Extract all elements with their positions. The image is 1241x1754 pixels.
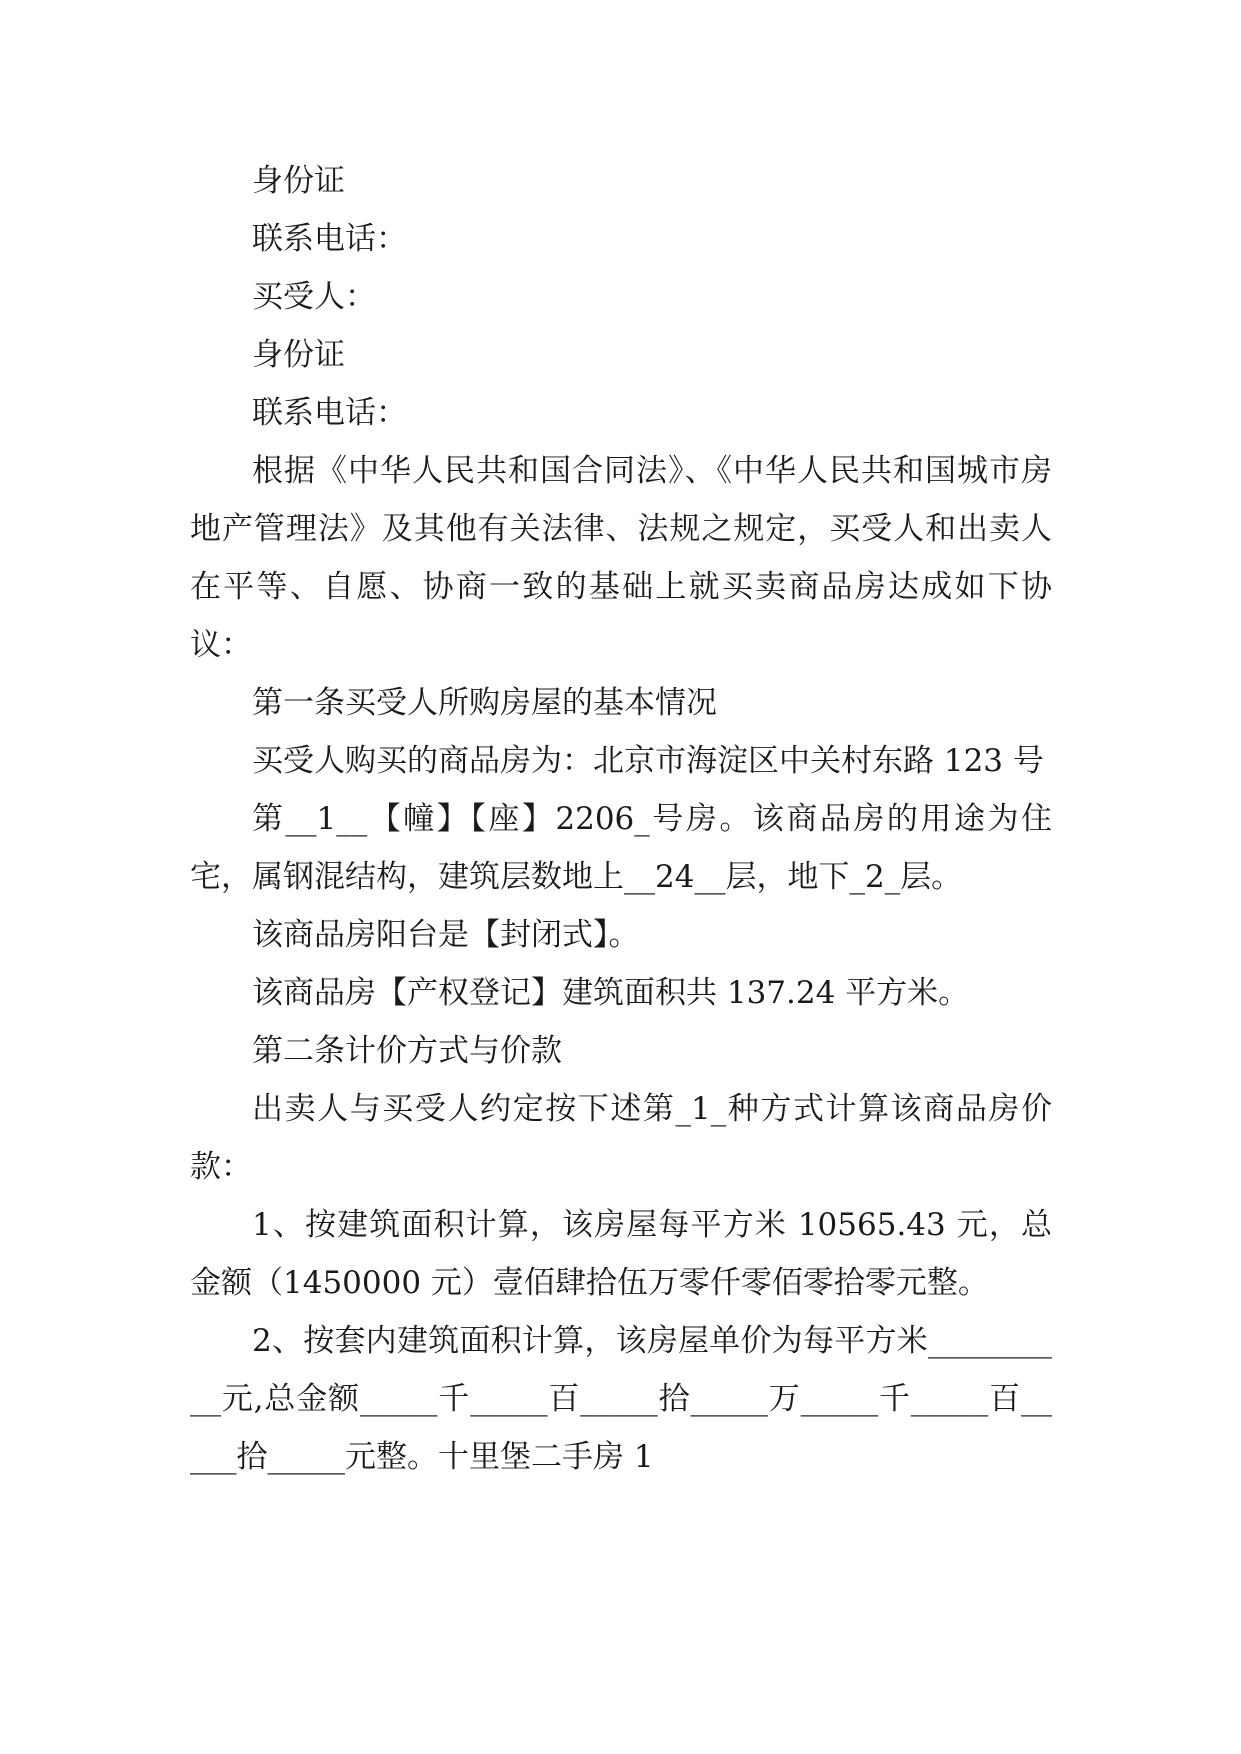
- buyer-phone-label: 联系电话：: [252, 395, 407, 431]
- buyer-label: 买受人：: [252, 279, 376, 315]
- balcony-paragraph: 该商品房阳台是【封闭式】。: [252, 917, 640, 953]
- floor-area-paragraph: 该商品房【产权登记】建筑面积共 137.24 平方米。: [252, 975, 970, 1011]
- article-one-heading: 第一条买受人所购房屋的基本情况: [252, 685, 717, 721]
- pricing-option-one: 1、按建筑面积计算，该房屋每平方米 10565.43 元，总金额（1450000 元）壹佰肆拾伍万零仟零佰零拾零元整。: [190, 1207, 1052, 1301]
- article-two-heading: 第二条计价方式与价款: [252, 1033, 562, 1069]
- seller-phone-label: 联系电话：: [252, 221, 407, 257]
- buyer-id-card-label: 身份证: [252, 337, 345, 373]
- legal-basis-paragraph: 根据《中华人民共和国合同法》、《中华人民共和国城市房地产管理法》及其他有关法律、法规之规定，买受人和出卖人在平等、自愿、协商一致的基础上就买卖商品房达成如下协议：: [190, 453, 1052, 663]
- contract-text: [190, 152, 1052, 1486]
- property-unit-paragraph: 第__1__【幢】【座】2206_号房。该商品房的用途为住宅，属钢混结构，建筑层数地上__24__层，地下_2_层。: [190, 801, 1052, 895]
- seller-id-card-label: 身份证: [252, 163, 345, 199]
- pricing-option-two: 2、按套内建筑面积计算，该房屋单价为每平方米__________元,总金额_____千_____百_____拾_____万_____千_____百_____拾_____元整。十里堡二手房 1: [190, 1323, 1052, 1475]
- property-address-paragraph: 买受人购买的商品房为：北京市海淀区中关村东路 123 号: [252, 743, 1044, 779]
- pricing-method-paragraph: 出卖人与买受人约定按下述第_1_种方式计算该商品房价款：: [190, 1091, 1052, 1185]
